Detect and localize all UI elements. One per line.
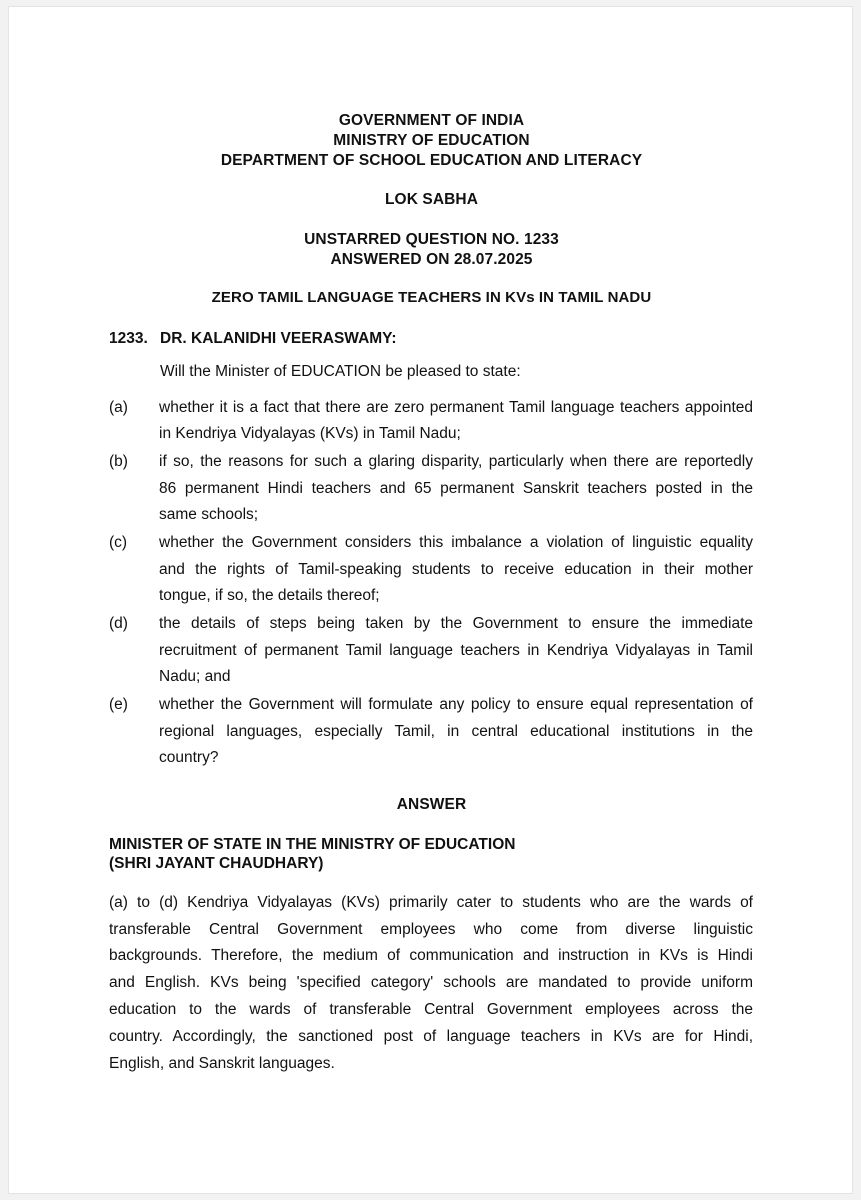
part-label: (e)	[109, 696, 128, 713]
header-government: GOVERNMENT OF INDIA	[338, 112, 525, 129]
part-text-line: whether the Government considers this imbalance a violation of linguistic equality	[159, 534, 753, 551]
part-text-line: and the rights of Tamil-speaking students to receive education in their mother	[159, 561, 753, 578]
answer-text-line: education to the wards of transferable Central Government employees across the	[109, 1001, 753, 1018]
house-title: LOK SABHA	[384, 191, 479, 208]
answer-text-line: country. Accordingly, the sanctioned post of language teachers in KVs are for Hindi,	[109, 1028, 753, 1045]
minister-name: (SHRI JAYANT CHAUDHARY)	[109, 855, 324, 872]
answer-text-line: and English. KVs being 'specified category' schools are mandated to provide uniform	[109, 974, 753, 991]
part-label: (a)	[109, 399, 128, 416]
part-text-line: tongue, if so, the details thereof;	[159, 587, 380, 604]
member-name: DR. KALANIDHI VEERASWAMY:	[160, 330, 397, 347]
part-text-line: in Kendriya Vidyalayas (KVs) in Tamil Nadu;	[159, 425, 461, 442]
header-department: DEPARTMENT OF SCHOOL EDUCATION AND LITERACY	[220, 152, 643, 169]
document-page	[8, 6, 853, 1194]
part-text-line: regional languages, especially Tamil, in central educational institutions in the	[159, 723, 753, 740]
part-text-line: Nadu; and	[159, 668, 231, 685]
part-text-line: 86 permanent Hindi teachers and 65 permanent Sanskrit teachers posted in the	[159, 480, 753, 497]
answered-date: ANSWERED ON 28.07.2025	[330, 251, 533, 268]
part-label: (b)	[109, 453, 128, 470]
part-label: (d)	[109, 615, 128, 632]
part-text-line: recruitment of permanent Tamil language teachers in Kendriya Vidyalayas in Tamil	[159, 642, 753, 659]
part-label: (c)	[109, 534, 128, 551]
minister-title: MINISTER OF STATE IN THE MINISTRY OF EDUCATION	[109, 836, 516, 853]
answer-text-line: English, and Sanskrit languages.	[109, 1055, 335, 1072]
part-text-line: same schools;	[159, 506, 259, 523]
part-text-line: whether the Government will formulate any policy to ensure equal representation of	[159, 696, 753, 713]
part-text-line: the details of steps being taken by the Government to ensure the immediate	[159, 615, 753, 632]
part-text-line: if so, the reasons for such a glaring disparity, particularly when there are reportedly	[159, 453, 753, 470]
answer-text-line: (a) to (d) Kendriya Vidyalayas (KVs) primarily cater to students who are the wards of	[109, 894, 753, 911]
question-type: UNSTARRED QUESTION NO. 1233	[304, 231, 559, 248]
answer-heading: ANSWER	[396, 796, 467, 813]
question-intro: Will the Minister of EDUCATION be pleased to state:	[160, 363, 521, 380]
answer-text-line: backgrounds. Therefore, the medium of communication and instruction in KVs is Hindi	[109, 947, 753, 964]
part-text-line: whether it is a fact that there are zero permanent Tamil language teachers appointed	[159, 399, 753, 416]
question-number: 1233.	[109, 330, 148, 347]
answer-text-line: transferable Central Government employees who come from diverse linguistic	[109, 921, 753, 938]
question-subject: ZERO TAMIL LANGUAGE TEACHERS IN KVs IN TAMIL NADU	[211, 289, 652, 306]
part-text-line: country?	[159, 749, 219, 766]
header-ministry: MINISTRY OF EDUCATION	[333, 132, 530, 149]
